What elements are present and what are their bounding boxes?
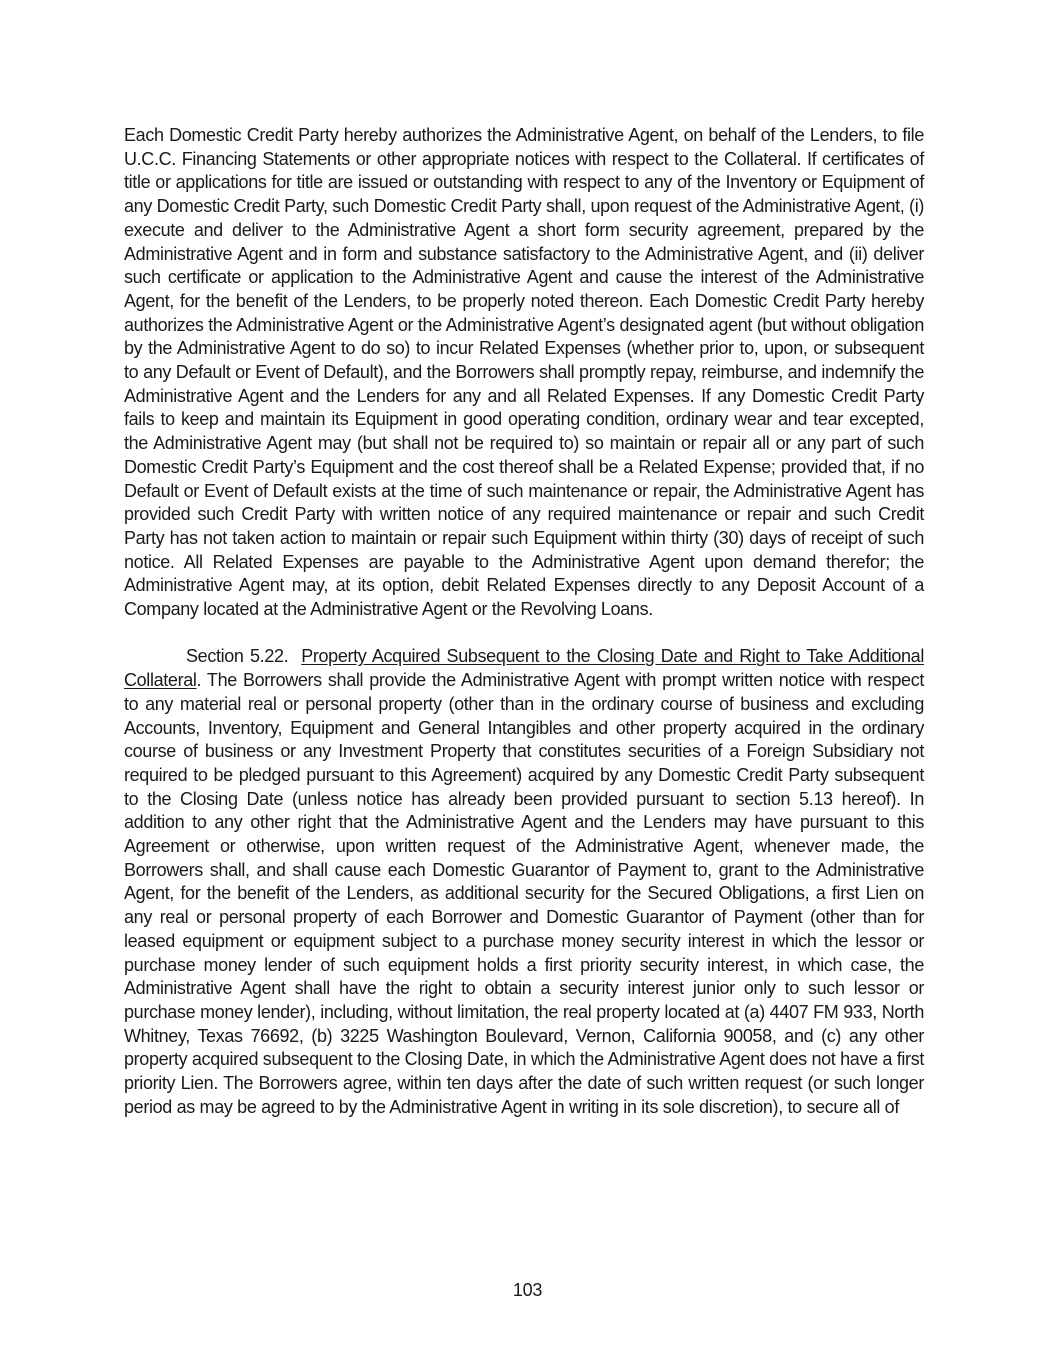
section-body: . The Borrowers shall provide the Administrative Agent with prompt written notice with respect to any material real or personal property (other than in the ordinary course of business and excluding Accounts, Inventory, Equipment and General Intangibles and other property acquired in the ordinary course of business or any Investment Property that constitutes securities of a Foreign Subsidiary not required to be pledged pursuant to this Agreement) acquired by any Domestic Credit Party subsequent to the Closing Date (unless notice has already been provided pursuant to section 5.13 hereof). In addition to any other right that the Administrative Agent and the Lenders may have pursuant to this Agreement or otherwise, upon written request of the Administrative Agent, whenever made, the Borrowers shall, and shall cause each Domestic Guarantor of Payment to, grant to the Administrative Agent, for the benefit of the Lenders, as additional security for the Secured Obligations, a first Lien on any real or personal property of each Borrower and Domestic Guarantor of Payment (other than for leased equipment or equipment subject to a purchase money security interest in which the lessor or purchase money lender of such equipment holds a first priority security interest, in which case, the Administrative Agent shall have the right to obtain a security interest junior only to such lessor or purchase money lender), including, without limitation, the real property located at (a) 4407 FM 933, North Whitney, Texas 76692, (b) 3225 Washington Boulevard, Vernon, California 90058, and (c) any other property acquired subsequent to the Closing Date, in which the Administrative Agent does not have a first priority Lien. The Borrowers agree, within ten days after the date of such written request (or such longer period as may be agreed to by the Administrative Agent in writing in its sole discretion), to secure all of bbox=[124, 670, 924, 1117]
paragraph-collateral-authorization: Each Domestic Credit Party hereby authorizes the Administrative Agent, on behalf of the Lenders, to file U.C.C. Financing Statements or other appropriate notices with respect to the Collateral. If certificates of title or applications for title are issued or outstanding with respect to any of the Inventory or Equipment of any Domestic Credit Party, such Domestic Credit Party shall, upon request of the Administrative Agent, (i) execute and deliver to the Administrative Agent a short form security agreement, prepared by the Administrative Agent and in form and substance satisfactory to the Administrative Agent, and (ii) deliver such certificate or application to the Administrative Agent and cause the interest of the Administrative Agent, for the benefit of the Lenders, to be properly noted thereon. Each Domestic Credit Party hereby authorizes the Administrative Agent or the Administrative Agent’s designated agent (but without obligation by the Administrative Agent to do so) to incur Related Expenses (whether prior to, upon, or subsequent to any Default or Event of Default), and the Borrowers shall promptly repay, reimburse, and indemnify the Administrative Agent and the Lenders for any and all Related Expenses. If any Domestic Credit Party fails to keep and maintain its Equipment in good operating condition, ordinary wear and tear excepted, the Administrative Agent may (but shall not be required to) so maintain or repair all or any part of such Domestic Credit Party’s Equipment and the cost thereof shall be a Related Expense; provided that, if no Default or Event of Default exists at the time of such maintenance or repair, the Administrative Agent has provided such Credit Party with written notice of any required maintenance or repair and such Credit Party has not taken action to maintain or repair such Equipment within thirty (30) days of receipt of such notice. All Related Expenses are payable to the Administrative Agent upon demand therefor; the Administrative Agent may, at its option, debit Related Expenses directly to any Deposit Account of a Company located at the Administrative Agent or the Revolving Loans. bbox=[124, 125, 924, 620]
section-number: Section 5.22. bbox=[186, 646, 289, 667]
section-heading: Property Acquired Subsequent to the Closing Date and Right to Take Additional Collateral bbox=[124, 646, 924, 691]
page-number: 103 bbox=[512, 1280, 543, 1300]
document-body bbox=[124, 124, 924, 1120]
section-5-22-paragraph bbox=[124, 645, 924, 1119]
